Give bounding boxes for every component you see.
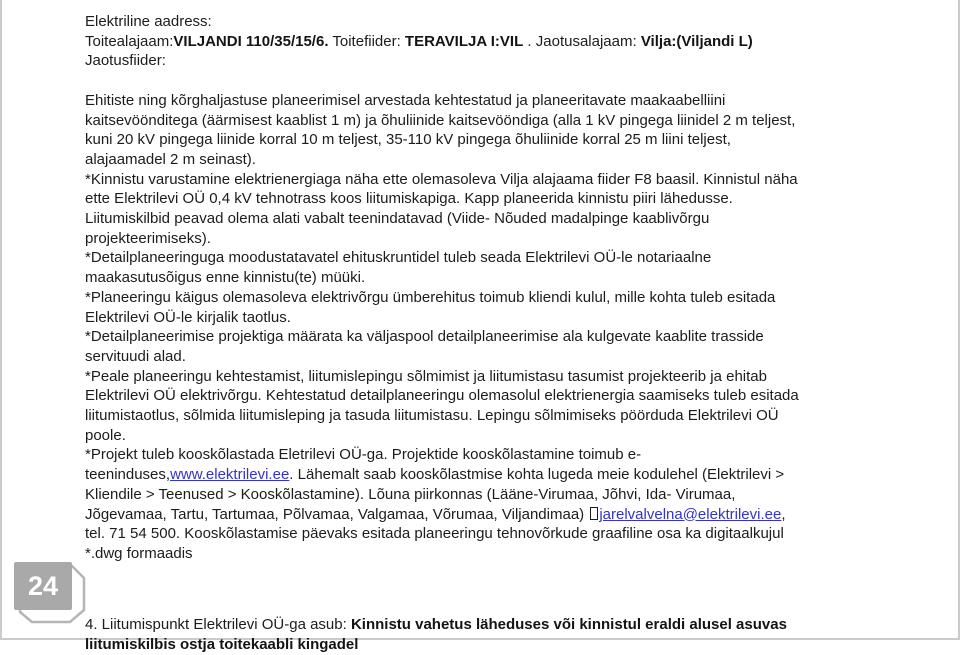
- document-line: [85, 615, 958, 635]
- document-line: [85, 209, 958, 229]
- document-line: [85, 485, 958, 505]
- text-run: Elektrilevi OÜ elektrivõrgu. Kehtestatud detailplaneeringu olemasolul elektrienergia saamiseks tuleb esitada: [85, 387, 799, 405]
- document-line: [85, 32, 958, 52]
- document-line: [85, 308, 958, 328]
- text-run: Jaotusfiider:: [85, 52, 166, 70]
- link-email[interactable]: jarelvalvelna@elektrilevi.ee: [599, 505, 782, 523]
- badge-number: 24: [27, 571, 59, 601]
- page-number-marker-icon: [8, 556, 90, 630]
- text-run: teeninduses,: [85, 466, 171, 484]
- text-run: *.dwg formaadis: [85, 544, 193, 562]
- text-run: Kinnistu vahetus läheduses või kinnistul eraldi alusel asuvas: [350, 616, 787, 634]
- text-run: *Projekt tuleb kooskõlastada Eletrilevi OÜ-ga. Projektide kooskõlastamine toimub e-: [85, 446, 642, 464]
- text-run: Elektriline aadress:: [85, 13, 212, 30]
- document-line: [85, 544, 958, 564]
- document-line: [85, 505, 958, 525]
- document-line: [85, 465, 958, 485]
- document-line: [85, 524, 958, 544]
- document-line: [85, 445, 958, 465]
- text-run: *Detailplaneeringuga moodustatavatel ehituskruntidel tuleb seada Elektrilevi OÜ-le notariaalne: [85, 249, 712, 267]
- text-run: *Planeeringu käigus olemasoleva elektrivõrgu ümberehitus toimub kliendi kulul, mille kohta tuleb esitada: [85, 288, 776, 306]
- text-run: *Detailplaneerimise projektiga määrata ka väljaspool detailplaneerimise ala kulgevate kaablite trasside: [85, 328, 764, 346]
- document-line: [85, 327, 958, 347]
- text-run: *Peale planeeringu kehtestamist, liitumislepingu sõlmimist ja liitumistasu tasumist projekteerib ja ehitab: [85, 367, 767, 385]
- text-run: kaitsevöönditega (äärmisest kaablist 1 m) ja õhuliinide kaitsevööndiga (alla 1 kV pingega liinidel 2 m teljest,: [85, 111, 796, 129]
- document-line: [85, 229, 958, 249]
- document-line: [85, 564, 958, 584]
- page-number-badge: [8, 556, 90, 630]
- document-line: [85, 130, 958, 150]
- text-run: VILJANDI 110/35/15/6.: [173, 32, 329, 50]
- text-run: 4. Liitumispunkt Elektrilevi OÜ-ga asub:: [85, 616, 351, 634]
- document-line: [85, 150, 958, 170]
- text-run: Elektrilevi OÜ-le kirjalik taotlus.: [85, 308, 291, 326]
- document-line: [85, 288, 958, 308]
- document-line: [85, 386, 958, 406]
- document-line: [85, 347, 958, 367]
- text-run: liitumistaotlus, sõlmida liitumisleping ja tasuda liitumistasu. Lepingu sõlmimiseks pöörduda Elektrilevi OÜ: [85, 407, 779, 425]
- text-run: . Jaotusalajaam:: [523, 32, 641, 50]
- document-line: [85, 603, 958, 615]
- text-run: TERAVILJA I:VIL: [404, 32, 524, 50]
- text-run: ette Elektrilevi OÜ 0,4 kV tehnotrass koos liitumiskapiga. Kapp planeerida kinnistu piiri lähedusse.: [85, 190, 733, 208]
- text-run: alajaamadel 2 m seinast).: [85, 150, 256, 168]
- document-line: [85, 635, 958, 655]
- text-run: . Lähemalt saab kooskõlastmise kohta lugeda meie kodulehel (Elektrilevi >: [289, 466, 785, 484]
- link-elektrilevi-website[interactable]: www.elektrilevi.ee: [170, 466, 290, 484]
- document-line: [85, 268, 958, 288]
- text-run: poole.: [85, 426, 126, 444]
- text-run: Vilja:(Viljandi L): [640, 32, 753, 50]
- document-body: [85, 12, 958, 655]
- text-run: Kliendile > Teenused > Kooskõlastamine). Lõuna piirkonnas (Lääne-Virumaa, Jõhvi, Ida- Virumaa,: [85, 485, 736, 503]
- document-line: [85, 111, 958, 131]
- text-run: Liitumiskilbid peavad olema alati vabalt teenindatavad (Viide- Nõuded madalpinge kaablivõrgu: [85, 210, 710, 228]
- text-run: Jõgevamaa, Tartu, Tartumaa, Põlvamaa, Valgamaa, Võrumaa, Viljandimaa): [85, 505, 589, 523]
- document-line: [85, 12, 958, 32]
- document-line: [85, 71, 958, 91]
- text-run: projekteerimiseks).: [85, 229, 211, 247]
- document-line: [85, 367, 958, 387]
- text-run: liitumiskilbis ostja toitekaabli kingadel: [85, 635, 359, 653]
- text-run: *Kinnistu varustamine elektrienergiaga näha ette olemasoleva Vilja alajaama fiider F8 baasil. Kinnistul näha: [85, 170, 798, 188]
- document-line: [85, 426, 958, 446]
- document-line: [85, 51, 958, 71]
- text-run: kuni 20 kV pingega liinide korral 10 m teljest, 35-110 kV pingega õhuliinide korral 25 m liini teljest,: [85, 131, 731, 149]
- document-line: [85, 406, 958, 426]
- text-run: Toitealajaam:: [85, 32, 174, 50]
- document-line: [85, 189, 958, 209]
- text-run: maakasutusõigus enne kinnistu(te) müüki.: [85, 269, 366, 287]
- missing-glyph-box-icon: [590, 507, 598, 520]
- document-line: [85, 170, 958, 190]
- document-line: [85, 248, 958, 268]
- text-run: ,: [781, 505, 786, 523]
- document-line: [85, 583, 958, 603]
- text-run: tel. 71 54 500. Kooskõlastamise päevaks esitada planeeringu tehnovõrkude graafiline osa ka digitaalkujul: [85, 525, 784, 543]
- text-run: Ehitiste ning kõrghaljastuse planeerimisel arvestada kehtestatud ja planeeritavate maakaabelliini: [85, 91, 726, 109]
- text-run: Toitefiider:: [328, 32, 405, 50]
- document-line: [85, 91, 958, 111]
- text-run: servituudi alad.: [85, 347, 186, 365]
